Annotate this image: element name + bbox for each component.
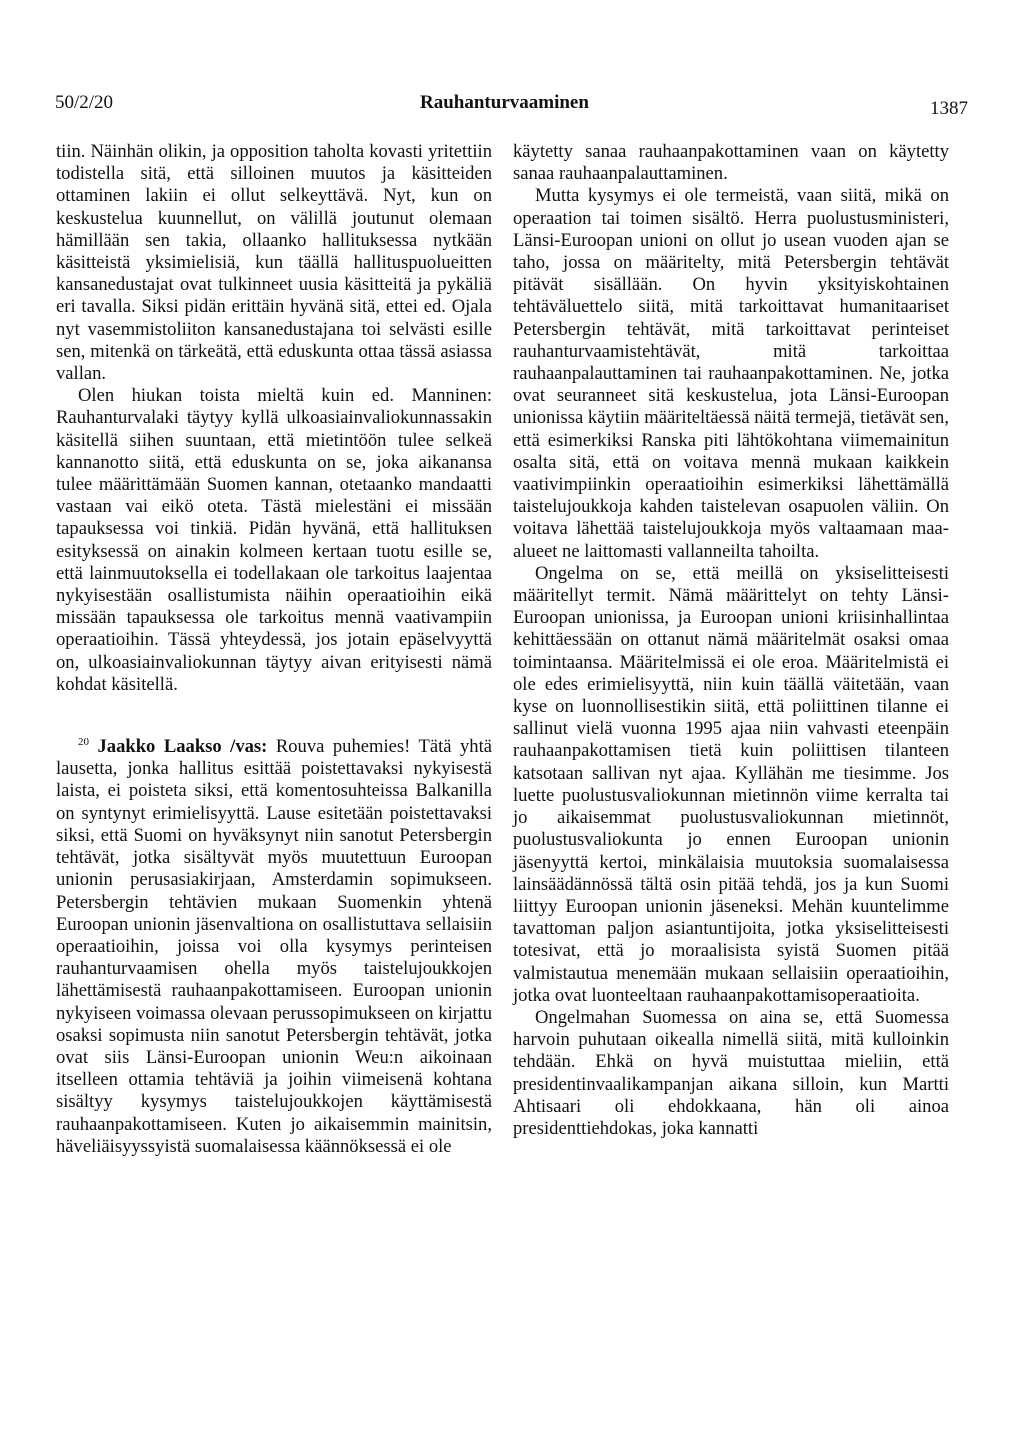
document-number: 50/2/20	[55, 92, 114, 113]
paragraph: Olen hiukan toista mieltä kuin ed. Manninen: Rauhanturvalaki täytyy kyllä ulkoasiainvaliokunnassakin käsitellä siihen suuntaan, että mietintöön tulee selkeä kannanotto siitä, että eduskunta on se, joka aikanansa tulee määrittämään Suomen kannan, otetaanko mandaatti vastaan vai eikö oteta. Tästä mielestäni ei missään tapauksessa voi tinkiä. Pidän hyvänä, että hallituksen esityksessä on ainakin kolmeen kertaan tuotu esille se, että lainmuutoksella ei todellakaan ole tarkoitus laajentaa nykyisestään osallistumista näihin operaatioihin eikä missään tapauksessa ole tarkoitus mennä vaativampiin operaatioihin. Tässä yhteydessä, jos jotain epäselvyyttä on, ulkoasiainvaliokunnan täytyy aivan erityisesti nämä kohdat käsitellä.	[56, 385, 492, 695]
page-header	[0, 92, 1024, 122]
section-title: Rauhanturvaaminen	[420, 92, 589, 113]
paragraph: tiin. Näinhän olikin, ja opposition taholta kovasti yritettiin todistella sitä, että silloinen muutos ja käsitteiden ottaminen lakiin ei ollut selkeyttävä. Nyt, kun on keskustelua kuunnellut, on välillä joutunut olemaan hämillään sen takia, ollaanko hallituksessa nytkään käsitteistä yksimielisiä, kun täällä hallituspuolueitten kansanedustajat ovat tulkinneet uusia käsitteitä ja pykäliä eri tavalla. Siksi pidän erittäin hyvänä sitä, ettei ed. Ojala nyt vasemmistoliiton kansanedustajana toi selvästi esille sen, mitenkä on tärkeätä, että eduskunta ottaa tässä asiassa vallan.	[56, 141, 492, 385]
right-column	[513, 141, 949, 1140]
paragraph: Mutta kysymys ei ole termeistä, vaan siitä, mikä on operaation tai toimen sisältö. Herra puolustusministeri, Länsi-Euroopan unioni on ollut jo usean vuoden ajan se taho, jossa on määritelty, mitä Petersbergin tehtävät pitävät sisällään. On hyvin yksityiskohtainen tehtäväluettelo siitä, mitä tarkoittavat humanitaariset Petersbergin tehtävät, mitä tarkoittavat perinteiset rauhanturvaamistehtävät, mitä tarkoittaa rauhaanpalauttaminen tai rauhaanpakottaminen. Ne, jotka ovat seuranneet sitä keskustelua, jota Länsi-Euroopan unionissa käytiin määriteltäessä näitä termejä, tietävät sen, että esimerkiksi Ranska piti lähtökohtana viimemainitun osalta sitä, että on voitava mennä mukaan kaikkein vaativimpiinkin operaatioihin esimerkiksi lähettämällä taistelujoukkoja kahden taistelevan osapuolen väliin. On voitava lähettää taistelujoukkoja myös valtaamaan maa-alueet ne laittomasti vallanneilta tahoilta.	[513, 185, 949, 562]
paragraph: Ongelmahan Suomessa on aina se, että Suomessa harvoin puhutaan oikealla nimellä siitä, mitä kulloinkin tehdään. Ehkä on hyvä muistuttaa mieliin, että presidentinvaalikampanjan aikana silloin, kun Martti Ahtisaari oli ehdokkaana, hän oli ainoa presidenttiehdokas, joka kannatti	[513, 1006, 949, 1139]
paragraph: Ongelma on se, että meillä on yksiselitteisesti määritellyt termit. Nämä määrittelyt on tehty Länsi-Euroopan unionissa, ja Euroopan unioni kriisinhallintaa kehittäessään on ottanut nämä määritelmät osaksi omaa toimintaansa. Määritelmissä ei ole eroa. Määritelmistä ei ole edes erimielisyyttä, niin kuin täällä väitetään, vaan kyse on luonnollisestikin siitä, että poliittinen tilanne ei sallinut vielä vuonna 1995 ajaa niin vahvasti eteenpäin rauhaanpakottamisen tietä kuin poliittisen tilanteen katsotaan sallivan nyt ajaa. Kyllähän me tiesimme. Jos luette puolustusvaliokunnan mietinnön viime kerralta tai jo aikaisemmat puolustusvaliokunnan mietinnöt, puolustusvaliokunta jo ennen Euroopan unionin jäsenyyttä kertoi, minkälaisia muutoksia suomalaisessa lainsäädännössä tältä osin pitää tehdä, jos ja kun Suomi liittyy Euroopan unionin jäseneksi. Mehän kuuntelimme tavattoman paljon asiantuntijoita, jotka yksiselitteisesti totesivat, että jo moraalisista syistä Suomen pitää valmistautua menemään mukaan sellaisiin operaatioihin, jotka ovat luonteeltaan rauhaanpakottamisoperaatioita.	[513, 562, 949, 1006]
speech-number: 20	[78, 735, 89, 748]
paragraph: käytetty sanaa rauhaanpakottaminen vaan on käytetty sanaa rauhaanpalauttaminen.	[513, 141, 949, 185]
speaker-name: Jaakko Laakso /vas:	[97, 736, 268, 758]
speech-text: Rouva puhemies! Tätä yhtä lausetta, jonka hallitus esittää poistettavaksi nykyisestä laista, ei poisteta siksi, että komentosuhteissa Balkanilla on syntynyt erimielisyyttä. Lause esitetään poistettavaksi siksi, että Suomi on hyväksynyt niin sanotut Petersbergin tehtävät, jotka sisältyvät myös muutettuun Euroopan unionin perusasiakirjaan, Amsterdamin sopimukseen. Petersbergin tehtävien mukaan Suomenkin yhtenä Euroopan unionin jäsenvaltiona on osallistuttava sellaisiin operaatioihin, joissa voi olla kysymys perinteisen rauhanturvaamisen ohella myös taistelujoukkojen lähettämisestä rauhaanpakottamiseen. Euroopan unionin nykyiseen voimassa olevaan perussopimukseen on kirjattu osaksi sopimusta niin sanotut Petersbergin tehtävät, jotka ovat siis Länsi-Euroopan unionin Weu:n aikoinaan itselleen ottamia tehtäviä ja joihin viimeisenä kohtana sisältyy kysymys taistelujoukkojen käyttämisestä rauhaanpakottamiseen. Kuten jo aikaisemmin mainitsin, häveliäisyyssyistä suomalaisessa käännöksessä ei ole	[56, 736, 492, 1157]
speech-paragraph	[56, 736, 492, 1158]
page-number: 1387	[930, 98, 968, 119]
left-column	[56, 141, 492, 1158]
